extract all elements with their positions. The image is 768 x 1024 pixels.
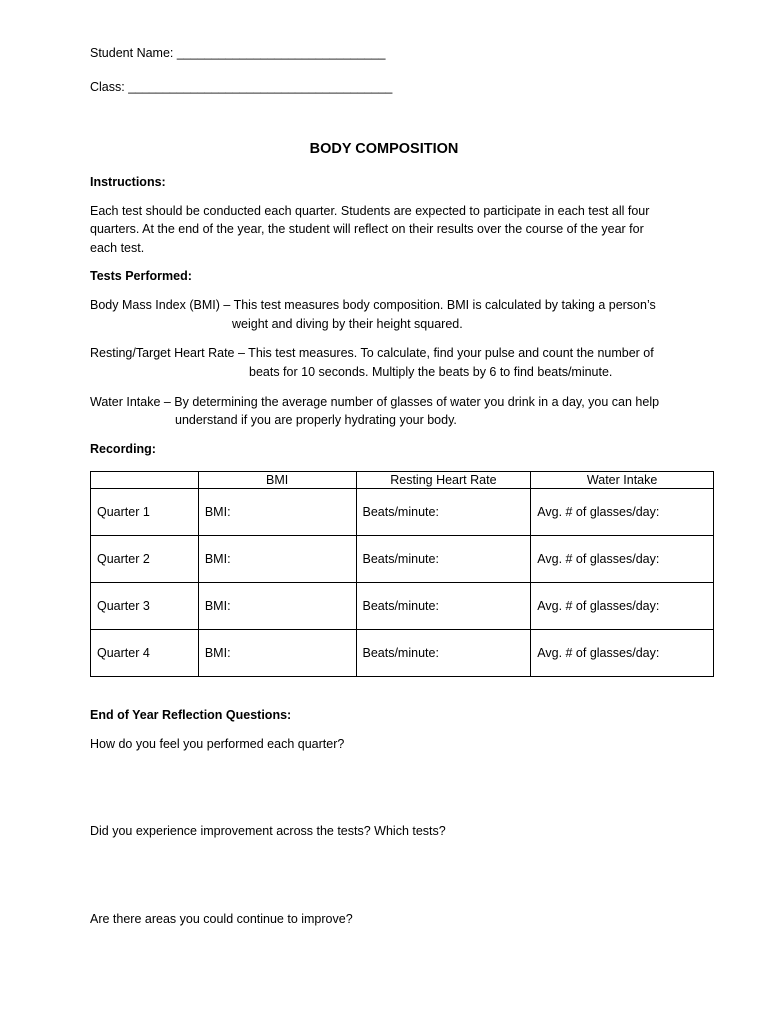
class-field: Class: ______________________________________	[90, 80, 393, 94]
water-intake-cell: Avg. # of glasses/day:	[531, 583, 714, 630]
table-row	[91, 536, 714, 583]
bmi-cell: BMI:	[198, 489, 356, 536]
test-water-intake-line1: Water Intake – By determining the average number of glasses of water you drink in a day, you can help	[90, 395, 660, 409]
quarter-label: Quarter 2	[91, 536, 199, 583]
test-heart-rate-line1: Resting/Target Heart Rate – This test measures. To calculate, find your pulse and count the number of	[90, 346, 654, 360]
test-bmi-line2: weight and diving by their height squared.	[232, 317, 463, 331]
heart-rate-cell: Beats/minute:	[356, 630, 531, 677]
instructions-line: each test.	[90, 241, 145, 255]
water-intake-cell: Avg. # of glasses/day:	[531, 489, 714, 536]
reflection-heading: End of Year Reflection Questions:	[90, 708, 292, 722]
quarter-label: Quarter 1	[91, 489, 199, 536]
recording-heading: Recording:	[90, 442, 156, 456]
heart-rate-cell: Beats/minute:	[356, 489, 531, 536]
heart-rate-cell: Beats/minute:	[356, 583, 531, 630]
table-row	[91, 630, 714, 677]
column-header-bmi: BMI	[198, 472, 356, 489]
table-row	[91, 489, 714, 536]
reflection-question: How do you feel you performed each quarter?	[90, 737, 345, 751]
page-title: BODY COMPOSITION	[309, 141, 459, 157]
quarter-label: Quarter 3	[91, 583, 199, 630]
column-header-water-intake: Water Intake	[531, 472, 714, 489]
heart-rate-cell: Beats/minute:	[356, 536, 531, 583]
water-intake-cell: Avg. # of glasses/day:	[531, 536, 714, 583]
test-water-intake-line2: understand if you are properly hydrating your body.	[175, 413, 457, 427]
column-header-resting-heart-rate: Resting Heart Rate	[356, 472, 531, 489]
reflection-question: Did you experience improvement across the tests? Which tests?	[90, 824, 446, 838]
instructions-line: quarters. At the end of the year, the student will reflect on their results over the course of the year for	[90, 222, 644, 236]
instructions-line: Each test should be conducted each quarter. Students are expected to participate in each test all four	[90, 204, 650, 218]
table-header-row	[91, 472, 714, 489]
student-name-field: Student Name: ______________________________	[90, 46, 386, 60]
recording-table	[90, 471, 714, 677]
column-header	[91, 472, 199, 489]
tests-heading: Tests Performed:	[90, 269, 192, 283]
instructions-heading: Instructions:	[90, 175, 166, 189]
quarter-label: Quarter 4	[91, 630, 199, 677]
bmi-cell: BMI:	[198, 536, 356, 583]
bmi-cell: BMI:	[198, 583, 356, 630]
test-bmi-line1: Body Mass Index (BMI) – This test measures body composition. BMI is calculated by taking a person’s	[90, 298, 656, 312]
bmi-cell: BMI:	[198, 630, 356, 677]
reflection-question: Are there areas you could continue to improve?	[90, 912, 353, 926]
table-row	[91, 583, 714, 630]
test-heart-rate-line2: beats for 10 seconds. Multiply the beats by 6 to find beats/minute.	[249, 365, 613, 379]
water-intake-cell: Avg. # of glasses/day:	[531, 630, 714, 677]
